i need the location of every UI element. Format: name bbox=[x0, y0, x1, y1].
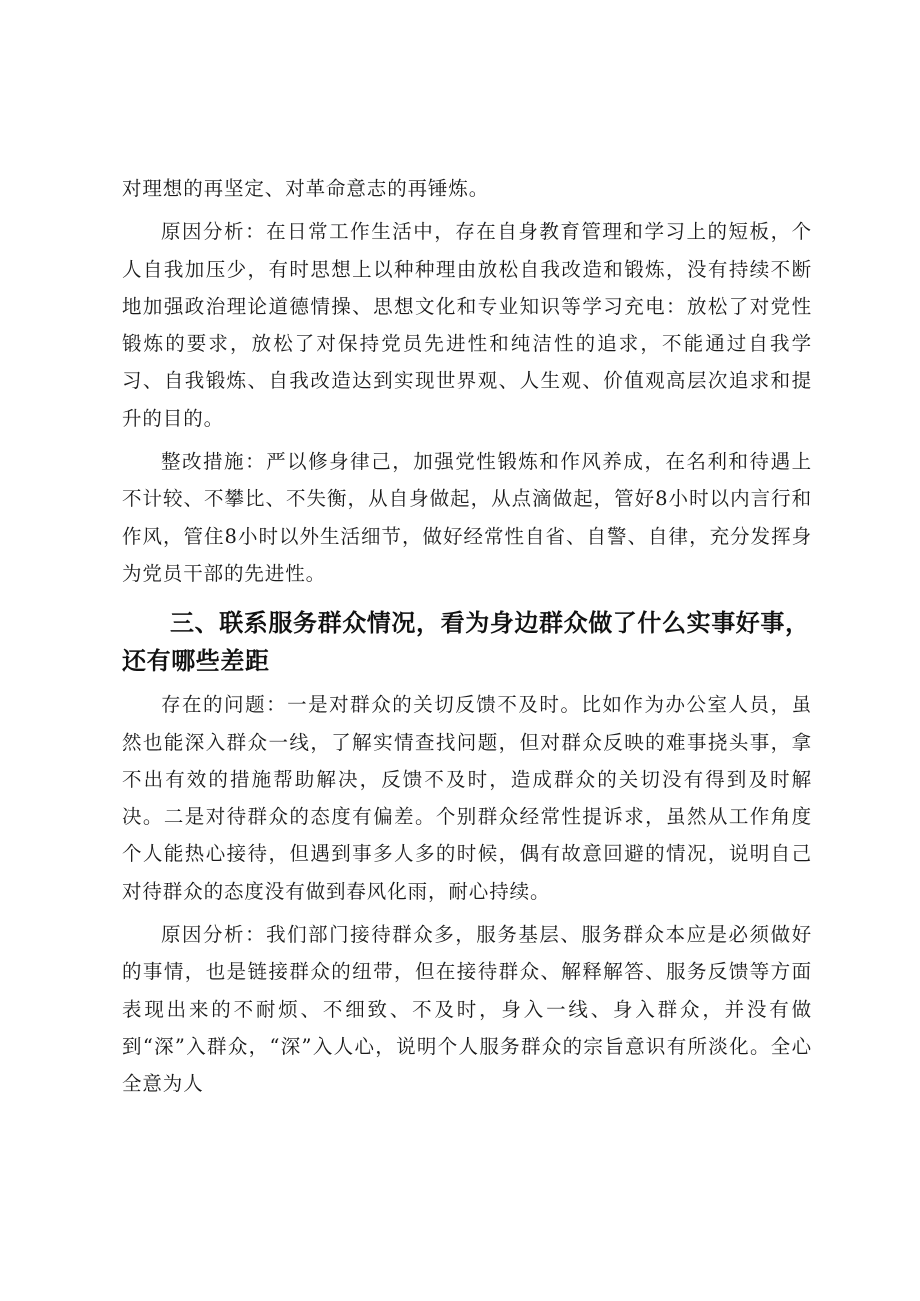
continuation-paragraph: 对理想的再坚定、对革命意志的再锤炼。 bbox=[122, 177, 490, 200]
rectification-paragraph: 整改措施：严以修身律己，加强党性锻炼和作风养成，在名利和待遇上不计较、不攀比、不失衡，从自身做起，从点滴做起，管好8小时以内言行和作风，管住8小时以外生活细节，做好经常性自省、自警、自律，充分发挥身为党员干部的先进性。 bbox=[122, 450, 812, 585]
document-body bbox=[122, 170, 812, 1103]
cause-analysis-paragraph-2: 原因分析：我们部门接待群众多，服务基层、服务群众本应是必须做好的事情，也是链接群众的纽带，但在接待群众、解释解答、服务反馈等方面表现出来的不耐烦、不细致、不及时，身入一线、身入群众，并没有做到“深”入群众，“深”入人心，说明个人服务群众的宗旨意识有所淡化。全心全意为人 bbox=[122, 923, 812, 1096]
cause-analysis-paragraph-1: 原因分析：在日常工作生活中，存在自身教育管理和学习上的短板，个人自我加压少，有时思想上以种种理由放松自我改造和锻炼，没有持续不断地加强政治理论道德情操、思想文化和专业知识等学习充电：放松了对党性锻炼的要求，放松了对保持党员先进性和纯洁性的追求，不能通过自我学习、自我锻炼、自我改造达到实现世界观、人生观、价值观高层次追求和提升的目的。 bbox=[122, 220, 812, 430]
section-heading: 三、联系服务群众情况，看为身边群众做了什么实事好事，还有哪些差距 bbox=[122, 609, 810, 676]
problems-paragraph: 存在的问题：一是对群众的关切反馈不及时。比如作为办公室人员，虽然也能深入群众一线，了解实情查找问题，但对群众反映的难事挠头事，拿不出有效的措施帮助解决，反馈不及时，造成群众的关切没有得到及时解决。二是对待群众的态度有偏差。个别群众经常性提诉求，虽然从工作角度个人能热心接待，但遇到事多人多的时候，偶有故意回避的情况，说明自己对待群众的态度没有做到春风化雨，耐心持续。 bbox=[122, 693, 812, 903]
